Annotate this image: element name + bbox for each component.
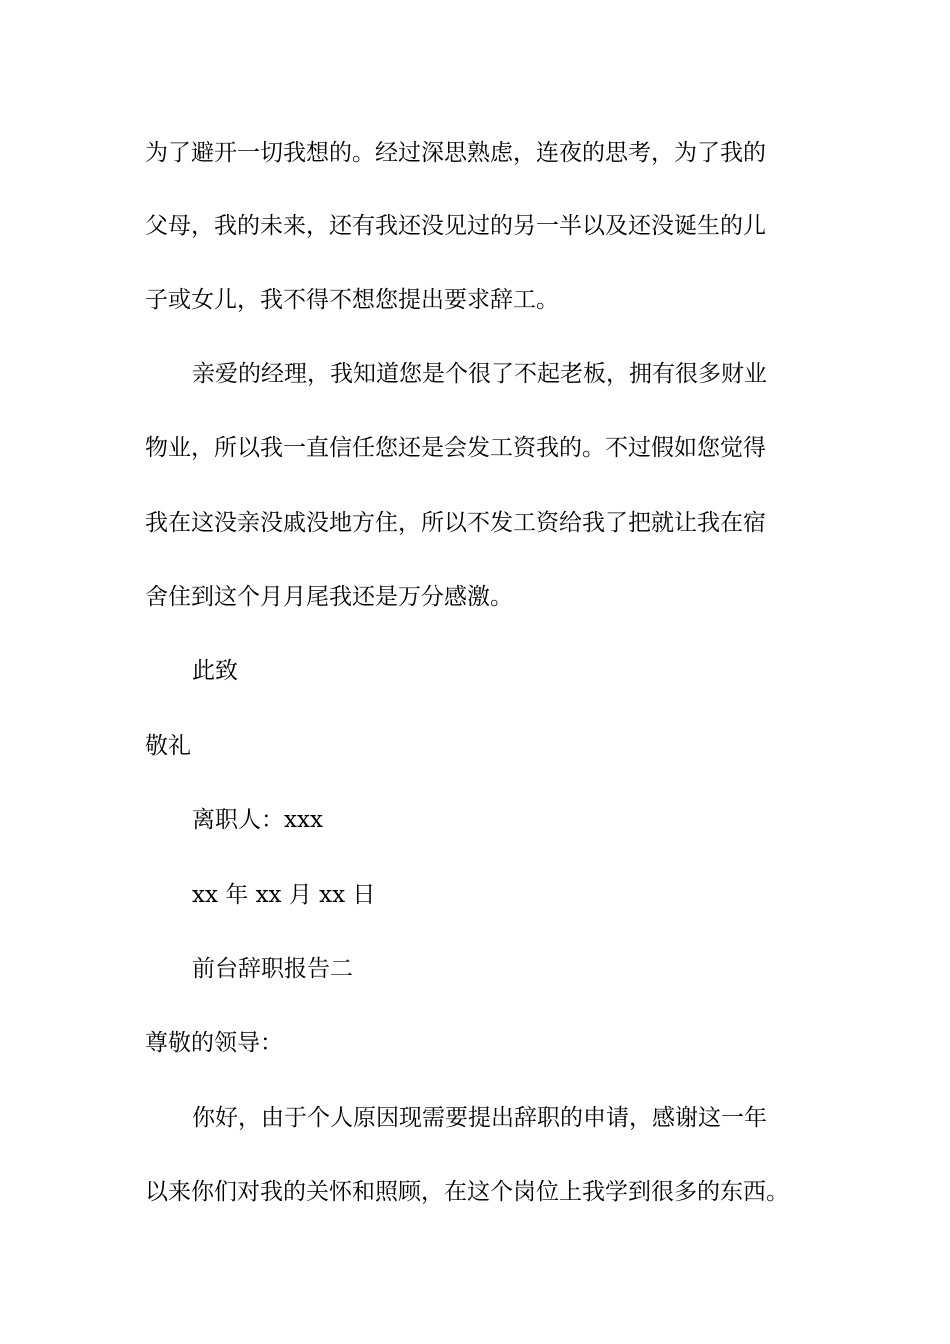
paragraph-line: 我在这没亲没戚没地方住，所以不发工资给我了把就让我在宿 [145, 510, 766, 536]
greeting: 尊敬的领导： [145, 1030, 283, 1056]
closing-regards: 敬礼 [145, 733, 191, 759]
paragraph-line: 你好，由于个人原因现需要提出辞职的申请，感谢这一年 [192, 1105, 767, 1131]
signature-date: xx 年 xx 月 xx 日 [192, 882, 376, 908]
paragraph-line: 舍住到这个月月尾我还是万分感激。 [145, 584, 513, 610]
section-title: 前台辞职报告二 [192, 956, 353, 982]
paragraph-line: 父母，我的未来，还有我还没见过的另一半以及还没诞生的儿 [145, 213, 766, 239]
paragraph-line: 物业，所以我一直信任您还是会发工资我的。不过假如您觉得 [145, 435, 766, 461]
paragraph-line: 子或女儿，我不得不想您提出要求辞工。 [145, 287, 559, 313]
paragraph-line: 以来你们对我的关怀和照顾，在这个岗位上我学到很多的东西。 [145, 1179, 789, 1205]
paragraph-line: 为了避开一切我想的。经过深思熟虑，连夜的思考，为了我的 [145, 140, 766, 166]
paragraph-line: 亲爱的经理，我知道您是个很了不起老板，拥有很多财业 [192, 361, 767, 387]
closing-salutation: 此致 [192, 658, 238, 684]
signature-name: 离职人：xxx [192, 807, 323, 833]
